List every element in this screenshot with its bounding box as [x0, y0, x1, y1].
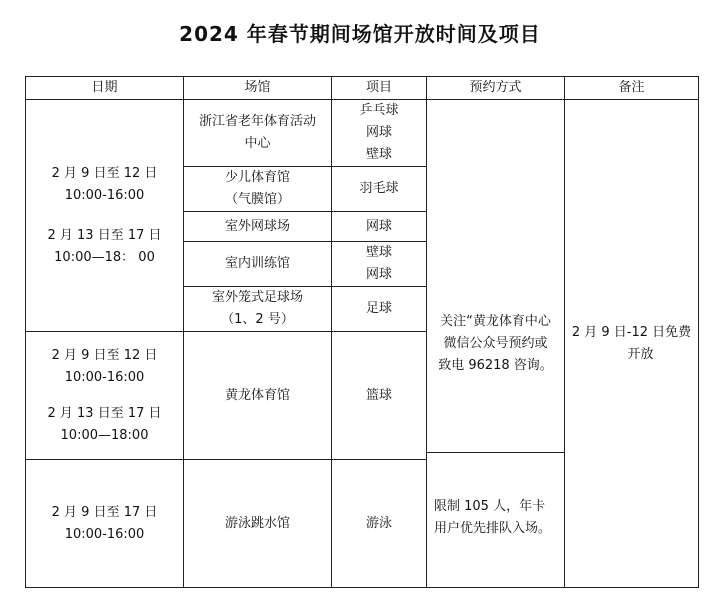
item-cell: [332, 242, 427, 287]
item-name: 壁球: [365, 147, 392, 162]
schedule-table: [25, 76, 699, 588]
date-cell: [26, 460, 184, 588]
booking-text: 致电 96218 咨询。: [438, 357, 553, 373]
item-name: 乒乓球: [359, 103, 399, 118]
table-row: [26, 100, 699, 167]
header-note: 备注: [565, 77, 699, 100]
venue-name: （气膜馆）: [224, 192, 290, 207]
venue-cell: [184, 287, 332, 332]
date-cell: [26, 332, 184, 460]
venue-name: 黄龙体育馆: [224, 387, 290, 403]
venue-cell: [184, 212, 332, 242]
venue-cell: [184, 460, 332, 588]
venue-name: 游泳跳水馆: [224, 515, 290, 531]
venue-cell: [184, 242, 332, 287]
header-item: 项目: [332, 77, 427, 100]
booking-text: 微信公众号预约或: [443, 335, 548, 351]
venue-name: 中心: [244, 136, 271, 151]
swim-booking-note: [434, 496, 564, 540]
booking-text: 限制 105 人，年卡: [434, 499, 546, 514]
venue-name: 室内训练馆: [224, 256, 290, 271]
venue-cell: [184, 100, 332, 167]
item-name: 足球: [365, 301, 392, 316]
header-venue: 场馆: [184, 77, 332, 100]
venue-cell: [184, 167, 332, 212]
header-date: 日期: [26, 77, 184, 100]
header-row: [26, 77, 699, 100]
venue-name: 室外网球场: [224, 218, 290, 234]
item-name: 羽毛球: [359, 181, 399, 196]
venue-name: 少儿体育馆: [224, 170, 290, 185]
item-cell: [332, 460, 427, 588]
time-range: 10:00-16:00: [64, 187, 145, 203]
time-range: 10:00-16:00: [64, 526, 145, 542]
item-cell: [332, 212, 427, 242]
item-cell: [332, 332, 427, 460]
header-booking: 预约方式: [427, 77, 565, 100]
item-name: 网球: [365, 125, 392, 140]
note-text: 2 月 9 日-12 日免费: [571, 324, 692, 340]
date-range: 2 月 13 日至 17 日: [47, 227, 162, 243]
item-name: 网球: [365, 218, 392, 234]
date-range: 2 月 13 日至 17 日: [47, 405, 162, 421]
venue-name: （1、2 号）: [221, 312, 294, 327]
item-cell: [332, 167, 427, 212]
item-name: 篮球: [365, 387, 392, 403]
date-range: 2 月 9 日至 12 日: [51, 347, 158, 363]
page-title: 2024 年春节期间场馆开放时间及项目: [179, 22, 541, 46]
time-range: 10:00—18:00: [60, 427, 149, 443]
booking-text: 关注“黄龙体育中心: [440, 313, 551, 329]
item-name: 壁球: [365, 245, 392, 260]
booking-text: 用户优先排队入场。: [434, 521, 552, 536]
item-name: 网球: [365, 267, 392, 282]
item-cell: [332, 100, 427, 167]
date-range: 2 月 9 日至 12 日: [51, 165, 158, 181]
note-cell: [565, 100, 699, 588]
item-cell: [332, 287, 427, 332]
venue-name: 室外笼式足球场: [211, 290, 303, 305]
time-range: 10:00-16:00: [64, 369, 145, 385]
venue-name: 浙江省老年体育活动: [198, 114, 316, 129]
venue-cell: [184, 332, 332, 460]
time-range: 10:00—18： 00: [54, 249, 155, 265]
booking-divider: [426, 452, 565, 453]
item-name: 游泳: [365, 515, 392, 531]
date-range: 2 月 9 日至 17 日: [51, 504, 158, 520]
date-cell: [26, 100, 184, 332]
note-text: 开放: [627, 346, 654, 362]
